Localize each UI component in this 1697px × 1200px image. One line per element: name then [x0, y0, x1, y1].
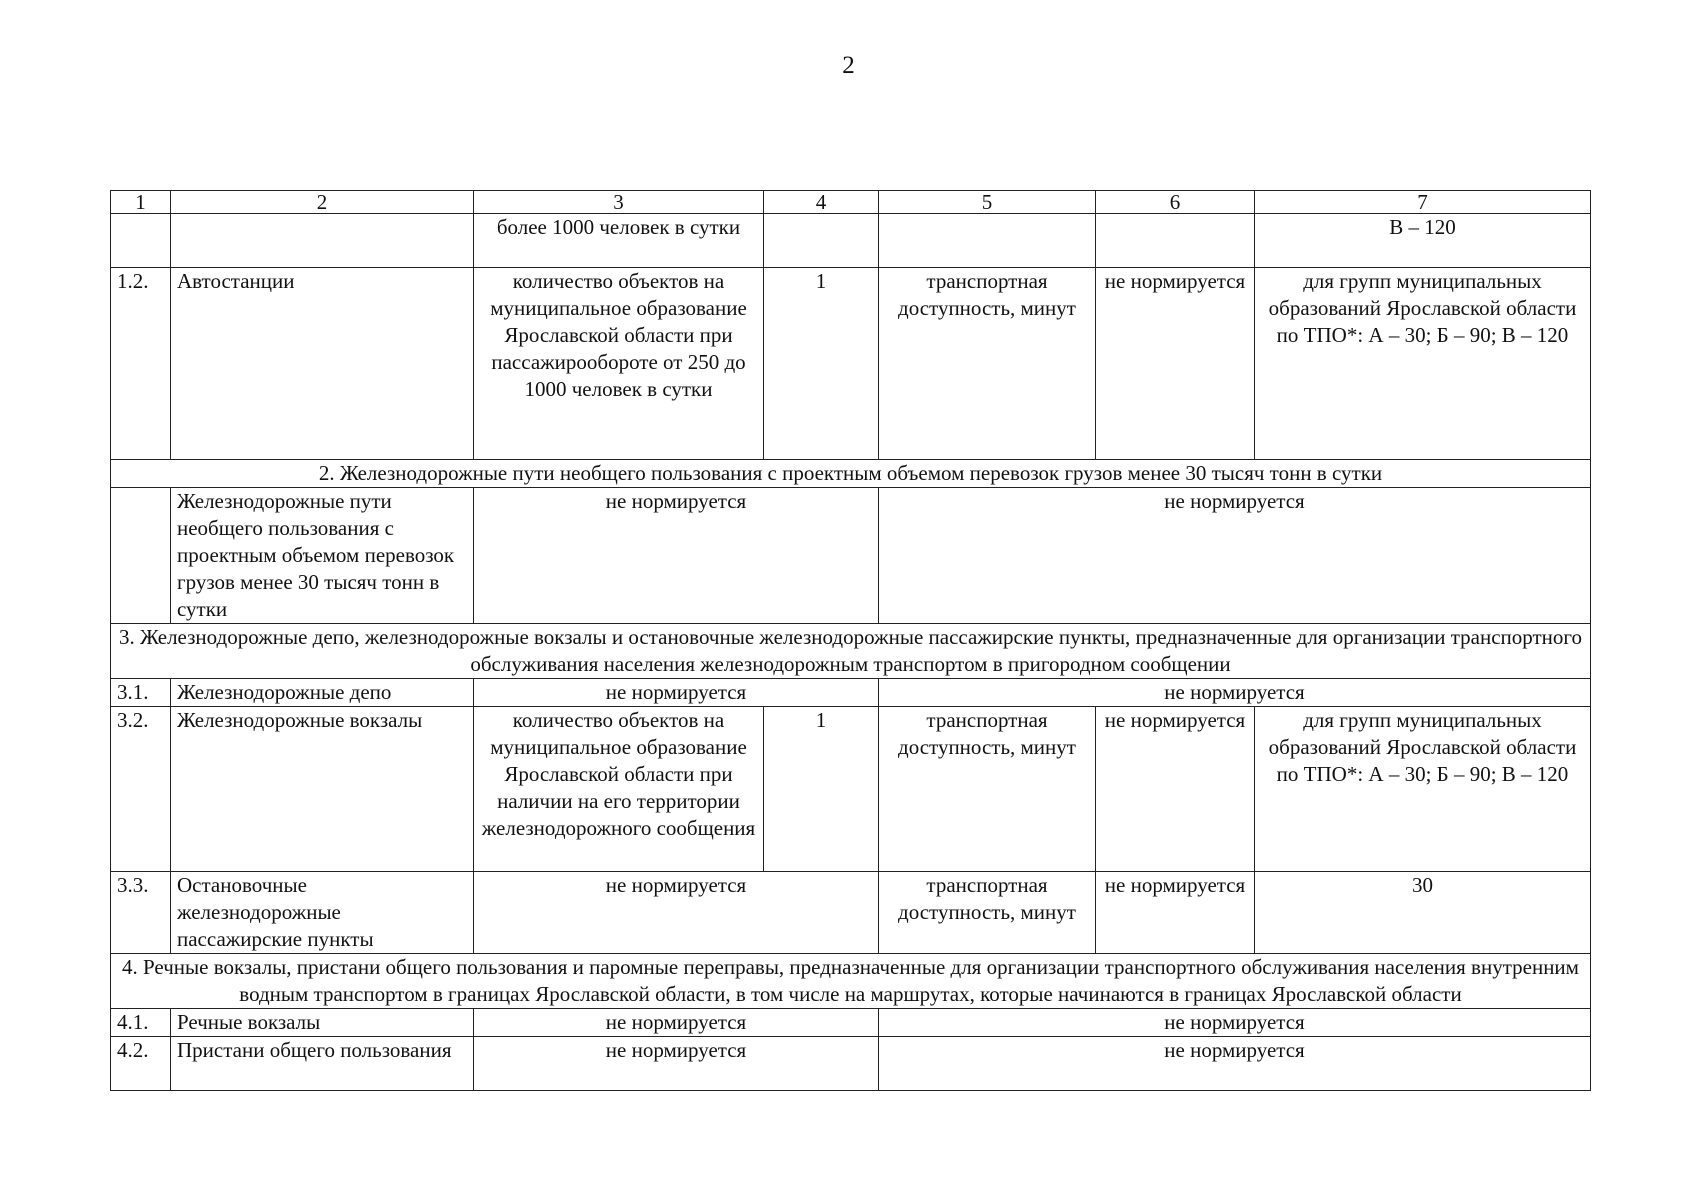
indicator-not-normed: не нормируется [474, 872, 879, 954]
column-number: 5 [879, 191, 1096, 214]
object-name: Железнодорожные вокзалы [171, 707, 474, 872]
row-number: 4.1. [111, 1009, 171, 1037]
group-values: для групп муниципальных образований Ярославской области по ТПО*: А – 30; Б – 90; В – 120 [1255, 707, 1591, 872]
indicator-not-normed: не нормируется [474, 679, 879, 707]
indicator-text: количество объектов на муниципальное образование Ярославской области при пассажирообороте от 250 до 1000 человек в сутки [474, 268, 764, 460]
table-row-1-2 [111, 268, 1591, 460]
object-name: Железнодорожные пути необщего пользования с проектным объемом перевозок грузов менее 30 тысяч тонн в сутки [171, 488, 474, 624]
group-value-cell: В – 120 [1255, 214, 1591, 268]
unit-cell [1096, 214, 1255, 268]
table-row-2 [111, 488, 1591, 624]
section-title: 3. Железнодорожные депо, железнодорожные вокзалы и остановочные железнодорожные пассажирские пункты, предназначенные для организации транспортного обслуживания населения железнодорожным транспортом в пригородном сообщении [111, 624, 1591, 679]
table-row-3-2 [111, 707, 1591, 872]
object-name-cell [171, 214, 474, 268]
section-3-heading [111, 624, 1591, 679]
indicator-not-normed: не нормируется [474, 488, 879, 624]
column-number: 4 [764, 191, 879, 214]
access-not-normed: не нормируется [879, 679, 1591, 707]
section-4-heading [111, 954, 1591, 1009]
row-number: 3.2. [111, 707, 171, 872]
column-number: 7 [1255, 191, 1591, 214]
group-values: для групп муниципальных образований Ярославской области по ТПО*: А – 30; Б – 90; В – 120 [1255, 268, 1591, 460]
access-not-normed: не нормируется [879, 1009, 1591, 1037]
indicator2-cell [879, 214, 1096, 268]
indicator-cell: более 1000 человек в сутки [474, 214, 764, 268]
table-row-3-3 [111, 872, 1591, 954]
object-name: Железнодорожные депо [171, 679, 474, 707]
access-not-normed: не нормируется [879, 1037, 1591, 1091]
indicator-not-normed: не нормируется [474, 1037, 879, 1091]
indicator-text: количество объектов на муниципальное образование Ярославской области при наличии на его территории железнодорожного сообщения [474, 707, 764, 872]
object-name: Остановочные железнодорожные пассажирские пункты [171, 872, 474, 954]
table-row-continuation [111, 214, 1591, 268]
table-row-4-2 [111, 1037, 1591, 1091]
table-row-4-1 [111, 1009, 1591, 1037]
column-number: 3 [474, 191, 764, 214]
column-number-row [111, 191, 1591, 214]
value-cell [764, 214, 879, 268]
unit-text: не нормируется [1096, 268, 1255, 460]
row-number: 1.2. [111, 268, 171, 460]
norm-value: 1 [764, 707, 879, 872]
row-number: 3.1. [111, 679, 171, 707]
indicator2-text: транспортная доступность, минут [879, 707, 1096, 872]
section-title: 2. Железнодорожные пути необщего пользования с проектным объемом перевозок грузов менее 30 тысяч тонн в сутки [111, 460, 1591, 488]
indicator-not-normed: не нормируется [474, 1009, 879, 1037]
section-title: 4. Речные вокзалы, пристани общего пользования и паромные переправы, предназначенные для организации транспортного обслуживания населения внутренним водным транспортом в границах Ярославской области, в том числе на маршрутах, которые начинаются в границах Ярославской области [111, 954, 1591, 1009]
standards-table [110, 190, 1591, 1091]
object-name: Автостанции [171, 268, 474, 460]
object-name: Речные вокзалы [171, 1009, 474, 1037]
table-row-3-1 [111, 679, 1591, 707]
row-number: 3.3. [111, 872, 171, 954]
access-not-normed: не нормируется [879, 488, 1591, 624]
column-number: 1 [111, 191, 171, 214]
section-2-heading [111, 460, 1591, 488]
unit-text: не нормируется [1096, 707, 1255, 872]
unit-text: не нормируется [1096, 872, 1255, 954]
row-number: 4.2. [111, 1037, 171, 1091]
row-number-cell [111, 214, 171, 268]
norm-value: 1 [764, 268, 879, 460]
page-number: 2 [842, 52, 855, 79]
indicator2-text: транспортная доступность, минут [879, 872, 1096, 954]
object-name: Пристани общего пользования [171, 1037, 474, 1091]
column-number: 6 [1096, 191, 1255, 214]
row-number-cell [111, 488, 171, 624]
indicator2-text: транспортная доступность, минут [879, 268, 1096, 460]
group-values: 30 [1255, 872, 1591, 954]
column-number: 2 [171, 191, 474, 214]
